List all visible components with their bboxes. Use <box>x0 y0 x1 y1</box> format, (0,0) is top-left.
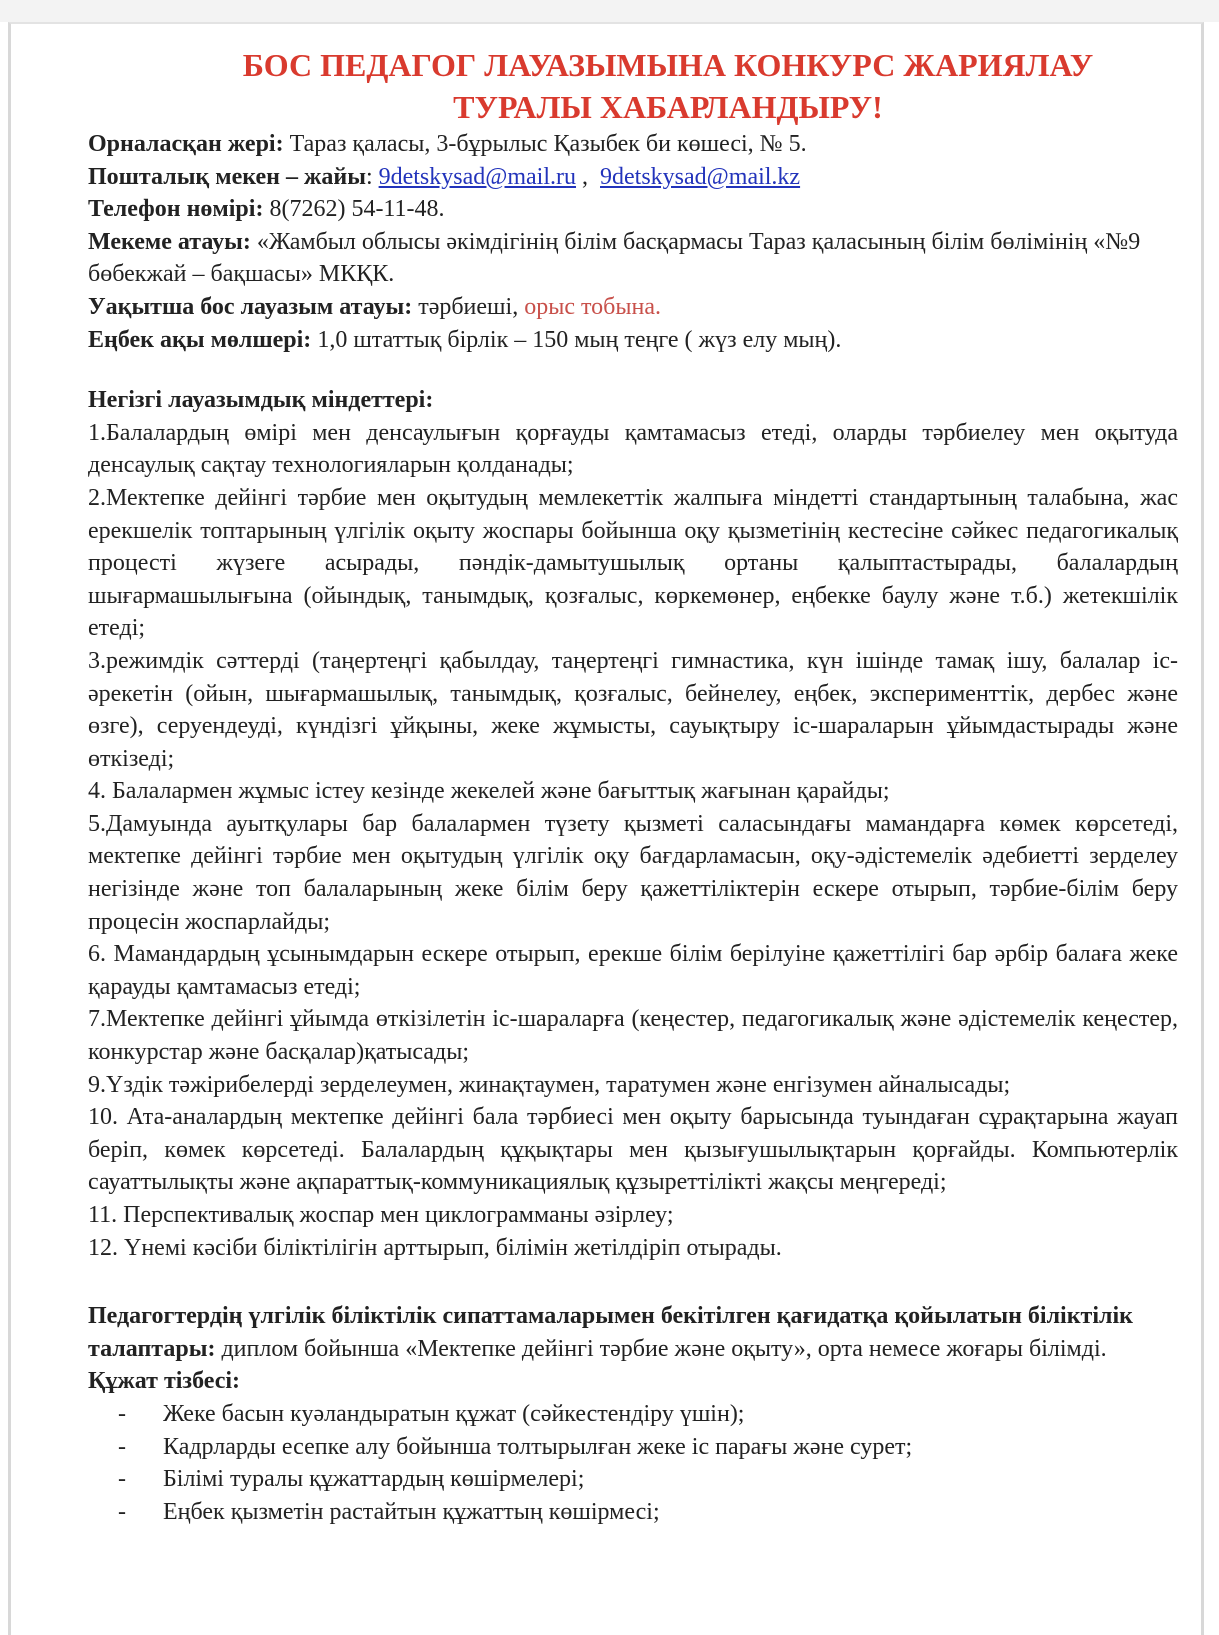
postal-line <box>88 161 1178 194</box>
duty-item: 6. Мамандардың ұсынымдарын ескере отырып, ерекше білім берілуіне қажеттілігі бар әрбір балаға жеке қарауды қамтамасыз етеді; <box>88 941 1178 1000</box>
requirements-value: диплом бойынша «Мектепке дейінгі тәрбие және оқыту», орта немесе жоғары білімді. <box>221 1335 1107 1362</box>
vacancy-line <box>88 291 1178 324</box>
duties-heading <box>88 384 1178 417</box>
document-page <box>8 22 1204 1635</box>
phone-label: Телефон нөмірі: <box>88 196 264 223</box>
document-item <box>118 1496 1178 1529</box>
duty-item: 4. Балалармен жұмыс істеу кезінде жекелей және бағыттық жағынан қарайды; <box>88 778 890 805</box>
document-item-text: Жеке басын куәландыратын құжат (сәйкестендіру үшін); <box>163 1400 745 1427</box>
title-line-1: БОС ПЕДАГОГ ЛАУАЗЫМЫНА КОНКУРС ЖАРИЯЛАУ <box>242 47 1094 83</box>
salary-line <box>88 324 1178 357</box>
top-band <box>0 0 1219 22</box>
documents-heading <box>88 1365 1178 1398</box>
dash-bullet-icon: - <box>118 1400 126 1427</box>
document-item <box>118 1431 1178 1464</box>
duty-item: 11. Перспективалық жоспар мен циклограмманы әзірлеу; <box>88 1202 674 1228</box>
document-item <box>118 1463 1178 1496</box>
duty-item: 9.Үздік тәжірибелерді зерделеумен, жинақтаумен, таратумен және енгізумен айналысады; <box>88 1071 1011 1098</box>
requirements-line <box>88 1300 1178 1365</box>
requirements-label: Педагогтердің үлгілік біліктілік сипаттамаларымен бекітілген қағидатқа қойылатын біліктілік талаптары: <box>88 1303 1133 1362</box>
vacancy-group: орыс тобына. <box>524 293 661 320</box>
dash-bullet-icon: - <box>118 1466 126 1493</box>
document-item-text: Кадрларды есепке алу бойынша толтырылған жеке іс парағы және сурет; <box>163 1433 913 1460</box>
dash-bullet-icon: - <box>118 1498 126 1525</box>
vacancy-value: тәрбиеші, <box>418 293 519 320</box>
organization-label: Мекеме атауы: <box>88 228 251 255</box>
announcement-title <box>88 44 1178 128</box>
title-line-2: ТУРАЛЫ ХАБАРЛАНДЫРУ! <box>453 89 883 125</box>
salary-value: 1,0 штаттық бірлік – 150 мың теңге ( жүз елу мың). <box>317 326 842 353</box>
vacancy-label: Уақытша бос лауазым атауы: <box>88 293 413 320</box>
duty-item: 10. Ата-аналардың мектепке дейінгі бала тәрбиесі мен оқыту барысында туындаған сұрақтарына жауап беріп, көмек көрсетеді. Балалардың құқықтары мен қызығушылықтарын қорғайды. Компьютерлік сауаттылықты және ақпараттық-коммуникациялық құзыреттілікті жақсы меңгереді; <box>88 1104 1178 1196</box>
spacer <box>88 356 1178 384</box>
salary-label: Еңбек ақы мөлшері: <box>88 326 312 353</box>
location-label: Орналасқан жері: <box>88 131 284 157</box>
documents-heading-text: Құжат тізбесі: <box>88 1368 241 1395</box>
postal-colon: : <box>365 163 373 190</box>
organization-line <box>88 226 1178 291</box>
duty-item: 12. Үнемі кәсіби біліктілігін арттырып, білімін жетілдіріп отырады. <box>88 1234 782 1261</box>
email-separator: , <box>576 163 589 190</box>
duty-item: 3.режимдік сәттерді (таңертеңгі қабылдау, таңертеңгі гимнастика, күн ішінде тамақ ішу, балалар іс-әрекетін (ойын, шығармашылық, танымдық, қозғалыс, бейнелеу, еңбек, эксперименттік, дербес және өзге), серуендеуді, күндізгі ұйқыны, жеке жұмысты, сауықтыру іс-шараларын ұйымдастырады және өткізеді; <box>88 647 1178 772</box>
location-value: Тараз қаласы, 3-бұрылыс Қазыбек би көшесі, № 5. <box>289 131 807 157</box>
email-link-kz[interactable]: 9detskysad@mail.kz <box>600 163 801 190</box>
duties-list <box>88 417 1178 1264</box>
duty-item: 5.Дамуында ауытқулары бар балалармен түзету қызметі саласындағы мамандарға көмек көрсетеді, мектепке дейінгі тәрбие мен оқытудың үлгілік оқу бағдарламасын, оқу-әдістемелік әдебиетті зерделеу негізінде және топ балаларының жеке білім беру қажеттіліктерін ескере отырып, тәрбие-білім беру процесін жоспарлайды; <box>88 810 1178 935</box>
location-line <box>88 128 1178 161</box>
postal-label: Пошталық мекен – жайы <box>88 163 366 190</box>
organization-value: «Жамбыл облысы әкімдігінің білім басқармасы Тараз қаласының білім бөлімінің «№9 бөбекжай – бақшасы» МКҚК. <box>88 228 1141 288</box>
phone-value: 8(7262) 54-11-48. <box>269 196 445 223</box>
duties-heading-text: Негізгі лауазымдық міндеттері: <box>88 387 434 414</box>
document-item <box>118 1398 1178 1431</box>
document-item-text: Еңбек қызметін растайтын құжаттың көшірмесі; <box>163 1498 660 1525</box>
dash-bullet-icon: - <box>118 1433 126 1460</box>
spacer <box>88 1264 1178 1300</box>
phone-line <box>88 193 1178 226</box>
document-item-text: Білімі туралы құжаттардың көшірмелері; <box>163 1466 585 1493</box>
duty-item: 2.Мектепке дейінгі тәрбие мен оқытудың мемлекеттік жалпыға міндетті стандартының талабына, жас ерекшелік топтарының үлгілік оқыту жоспары бойынша оқу қызметінің кестесіне сәйкес педагогикалық процесті жүзеге асырады, пәндік-дамытушылық ортаны қалыптастырады, балалардың шығармашылығына (ойындық, танымдық, қозғалыс, көркемөнер, еңбекке баулу және т.б.) жетекшілік етеді; <box>88 484 1178 642</box>
duty-item: 1.Балалардың өмірі мен денсаулығын қорғауды қамтамасыз етеді, оларды тәрбиелеу мен оқытуда денсаулық сақтау технологияларын қолданады; <box>88 419 1178 479</box>
email-link-ru[interactable]: 9detskysad@mail.ru <box>378 163 577 190</box>
duty-item: 7.Мектепке дейінгі ұйымда өткізілетін іс-шараларға (кеңестер, педагогикалық және әдістемелік кеңестер, конкурстар және басқалар)қатысады; <box>88 1006 1178 1066</box>
documents-list <box>88 1398 1178 1528</box>
announcement-content <box>88 44 1178 1528</box>
